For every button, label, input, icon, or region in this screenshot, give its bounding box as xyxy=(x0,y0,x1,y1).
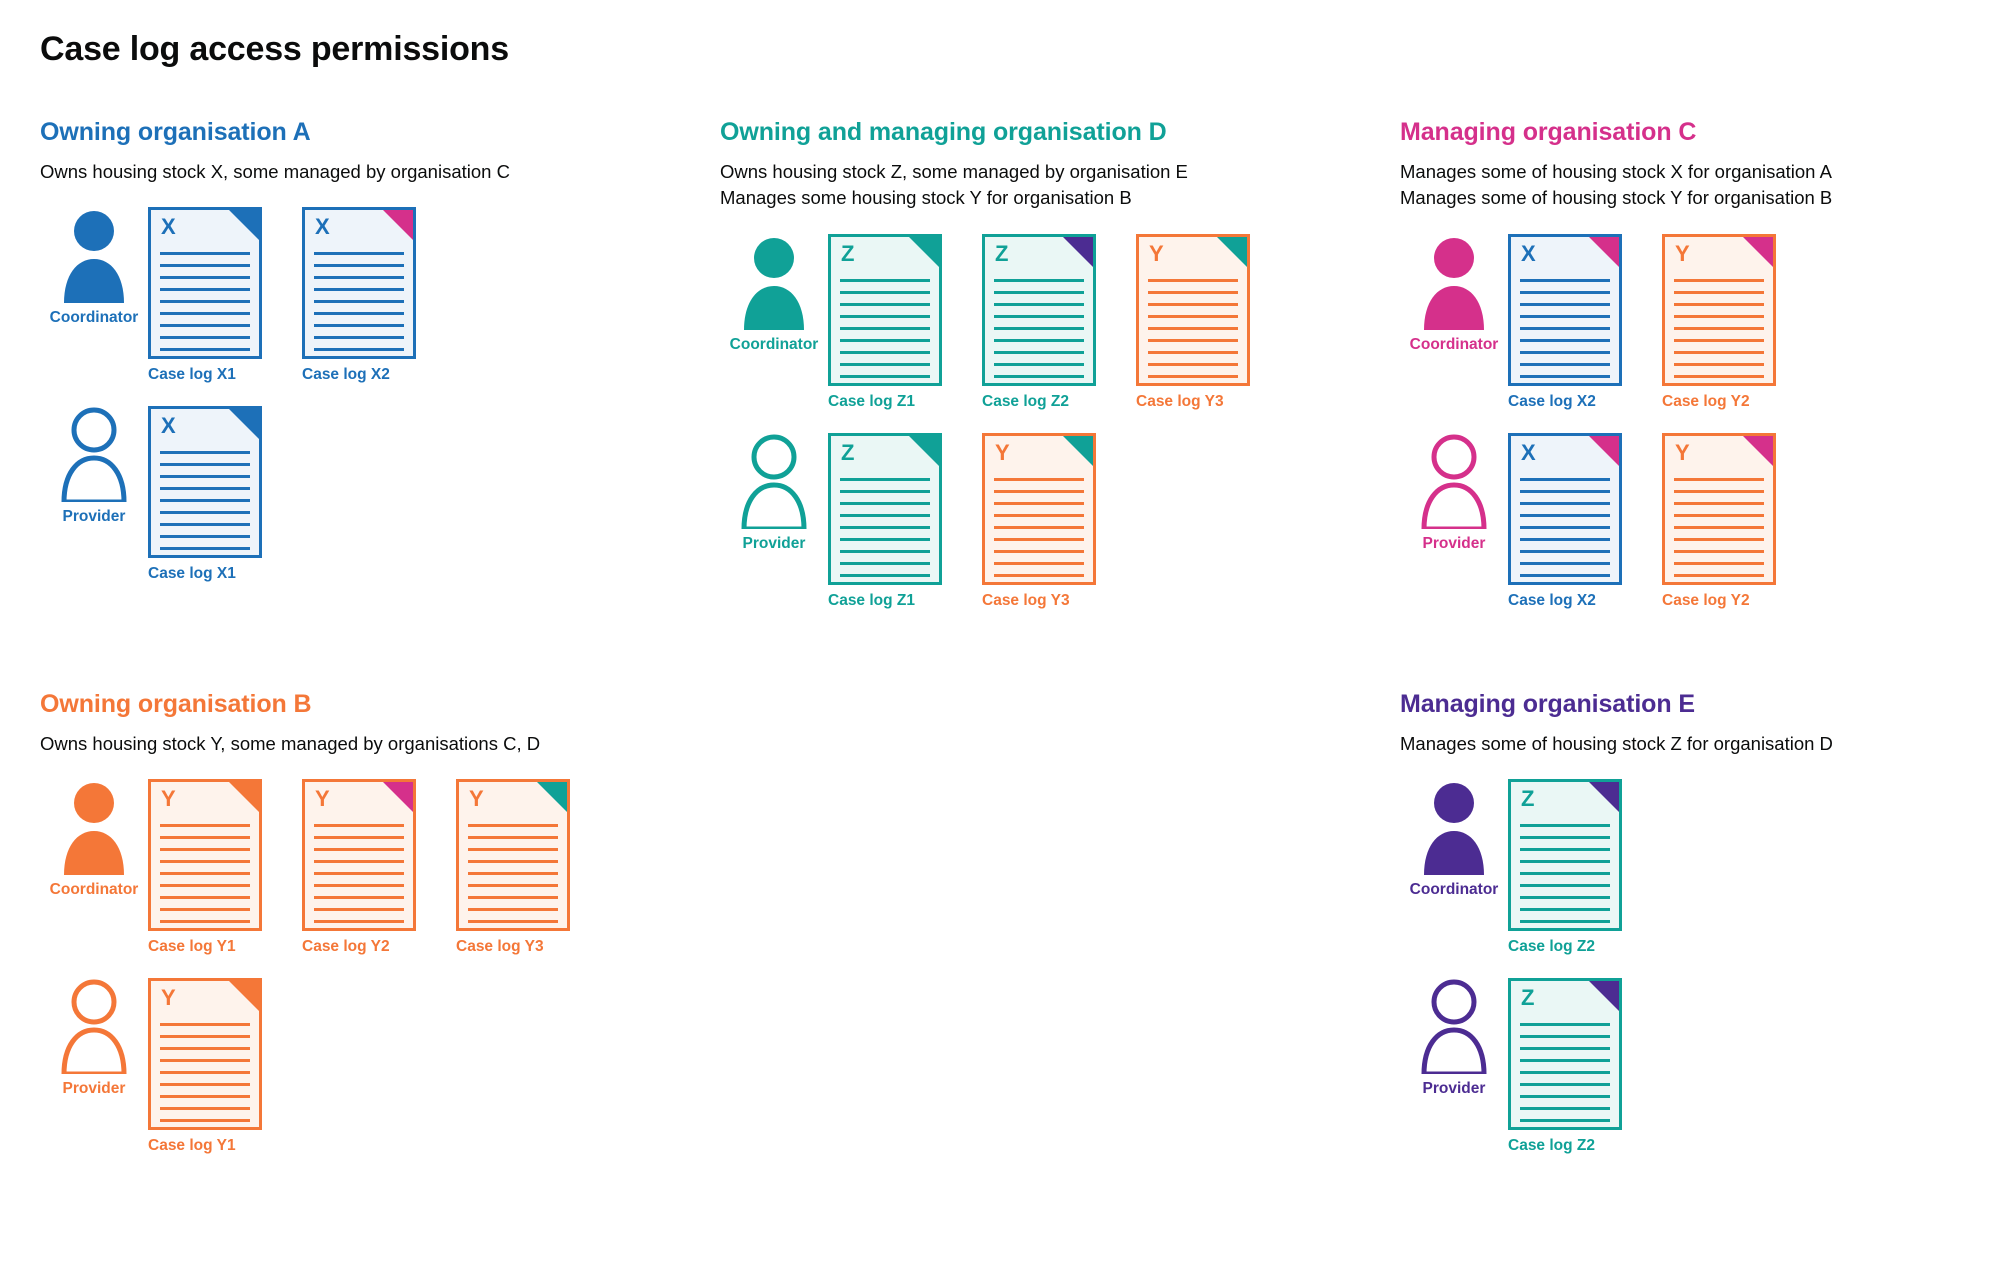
document-stock-letter: X xyxy=(161,413,176,439)
role-label: Provider xyxy=(742,534,806,552)
section-roles xyxy=(1400,779,2000,1155)
role-label: Coordinator xyxy=(729,335,819,353)
document-text-lines xyxy=(160,451,250,558)
document-stock-letter: Y xyxy=(1675,439,1690,465)
document-text-lines xyxy=(468,824,558,931)
document-icon xyxy=(1136,234,1250,386)
document-icon xyxy=(982,433,1096,585)
case-log-document xyxy=(982,433,1122,610)
person-icon xyxy=(61,207,127,303)
person-icon xyxy=(1421,978,1487,1074)
section-roles xyxy=(40,207,720,583)
role-label: Coordinator xyxy=(1409,880,1499,898)
case-log-list xyxy=(1508,433,1816,610)
person-icon xyxy=(61,406,127,502)
case-log-label: Case log X1 xyxy=(148,565,236,583)
document-text-lines xyxy=(314,252,404,359)
document-corner-fold-icon xyxy=(229,782,259,812)
document-icon xyxy=(148,207,262,359)
section-description-line: Owns housing stock Z, some managed by organisation E xyxy=(720,161,1188,182)
document-icon xyxy=(1508,234,1622,386)
document-corner-fold-icon xyxy=(229,981,259,1011)
role-provider xyxy=(1400,978,1508,1098)
document-icon xyxy=(1662,433,1776,585)
case-log-label: Case log Y1 xyxy=(148,1136,236,1154)
section-roles xyxy=(720,234,1400,610)
document-corner-fold-icon xyxy=(909,237,939,267)
role-provider xyxy=(40,406,148,526)
section-column-4 xyxy=(40,690,720,1177)
case-log-document xyxy=(1136,234,1276,411)
document-stock-letter: Y xyxy=(161,785,176,811)
case-log-label: Case log Y3 xyxy=(1136,392,1224,410)
case-log-label: Case log X2 xyxy=(1508,392,1596,410)
document-corner-fold-icon xyxy=(1743,436,1773,466)
section-title: Owning organisation B xyxy=(40,689,312,718)
document-icon xyxy=(1662,234,1776,386)
case-log-list xyxy=(148,207,456,384)
case-log-document xyxy=(148,779,288,956)
role-label: Provider xyxy=(62,1079,126,1097)
document-corner-fold-icon xyxy=(1589,237,1619,267)
document-icon xyxy=(456,779,570,931)
person-icon xyxy=(1421,433,1487,529)
role-row xyxy=(1400,433,2000,610)
document-icon xyxy=(828,433,942,585)
document-stock-letter: X xyxy=(161,214,176,240)
role-label: Provider xyxy=(1422,534,1486,552)
case-log-document xyxy=(982,234,1122,411)
role-row xyxy=(720,433,1400,610)
document-corner-fold-icon xyxy=(1589,436,1619,466)
document-stock-letter: X xyxy=(1521,439,1536,465)
document-text-lines xyxy=(160,824,250,931)
case-log-label: Case log X2 xyxy=(302,366,390,384)
section-column-2 xyxy=(720,118,1400,632)
role-label: Provider xyxy=(1422,1079,1486,1097)
document-corner-fold-icon xyxy=(1217,237,1247,267)
section-title: Managing organisation E xyxy=(1400,689,1695,718)
case-log-list xyxy=(148,978,302,1155)
document-stock-letter: X xyxy=(315,214,330,240)
sections-grid xyxy=(40,118,1970,1177)
section-description-line: Manages some of housing stock X for organisation A xyxy=(1400,161,1832,182)
person-icon xyxy=(741,433,807,529)
role-label: Provider xyxy=(62,508,126,526)
person-icon xyxy=(1421,234,1487,330)
case-log-label: Case log Z2 xyxy=(1508,937,1595,955)
document-text-lines xyxy=(1520,1023,1610,1130)
section-description-line: Manages some of housing stock Z for organisation D xyxy=(1400,732,1833,754)
document-text-lines xyxy=(1674,478,1764,585)
document-icon xyxy=(828,234,942,386)
document-icon xyxy=(148,978,262,1130)
section-title: Managing organisation C xyxy=(1400,118,1697,146)
case-log-list xyxy=(828,234,1290,411)
page-title: Case log access permissions xyxy=(40,30,509,68)
document-text-lines xyxy=(160,252,250,359)
case-log-list xyxy=(1508,234,1816,411)
role-label: Coordinator xyxy=(49,309,139,327)
document-icon xyxy=(302,779,416,931)
case-log-label: Case log Y2 xyxy=(1662,392,1750,410)
document-text-lines xyxy=(1520,478,1610,585)
document-stock-letter: Z xyxy=(841,240,855,266)
case-log-label: Case log X1 xyxy=(148,366,236,384)
role-row xyxy=(1400,978,2000,1155)
document-text-lines xyxy=(840,279,930,386)
document-stock-letter: Y xyxy=(161,984,176,1010)
document-corner-fold-icon xyxy=(383,782,413,812)
document-corner-fold-icon xyxy=(229,409,259,439)
case-log-list xyxy=(148,406,302,583)
case-log-label: Case log Z2 xyxy=(982,392,1069,410)
case-log-label: Case log Y3 xyxy=(982,591,1070,609)
document-corner-fold-icon xyxy=(1743,237,1773,267)
document-text-lines xyxy=(994,478,1084,585)
document-corner-fold-icon xyxy=(1589,782,1619,812)
document-icon xyxy=(302,207,416,359)
section-column-1 xyxy=(40,118,720,605)
section-column-3 xyxy=(1400,118,2000,632)
case-log-label: Case log Y2 xyxy=(1662,591,1750,609)
role-coordinator xyxy=(40,207,148,327)
document-text-lines xyxy=(840,478,930,585)
case-log-document xyxy=(828,433,968,610)
case-log-document xyxy=(1508,433,1648,610)
role-coordinator xyxy=(1400,779,1508,899)
document-corner-fold-icon xyxy=(229,210,259,240)
document-text-lines xyxy=(1520,279,1610,386)
role-label: Coordinator xyxy=(1409,335,1499,353)
document-corner-fold-icon xyxy=(909,436,939,466)
section-description-line: Owns housing stock Y, some managed by organisations C, D xyxy=(40,732,541,754)
document-text-lines xyxy=(160,1023,250,1130)
document-stock-letter: Z xyxy=(1521,984,1535,1010)
section-description xyxy=(1400,731,2000,757)
document-corner-fold-icon xyxy=(1063,436,1093,466)
case-log-document xyxy=(1662,433,1802,610)
document-stock-letter: X xyxy=(1521,240,1536,266)
role-row xyxy=(40,779,720,956)
document-stock-letter: Y xyxy=(1675,240,1690,266)
sections-row-top xyxy=(40,118,1970,632)
section-roles xyxy=(40,779,720,1155)
document-icon xyxy=(1508,433,1622,585)
section-description-line: Manages some housing stock Y for organisation B xyxy=(720,187,1132,209)
case-log-document xyxy=(1508,978,1648,1155)
section-description xyxy=(40,731,720,757)
case-log-label: Case log X2 xyxy=(1508,591,1596,609)
document-text-lines xyxy=(994,279,1084,386)
document-stock-letter: Y xyxy=(469,785,484,811)
case-log-list xyxy=(148,779,610,956)
case-log-list xyxy=(1508,978,1662,1155)
document-text-lines xyxy=(1148,279,1238,386)
case-log-document xyxy=(1508,779,1648,956)
role-row xyxy=(1400,234,2000,411)
document-icon xyxy=(1508,779,1622,931)
document-stock-letter: Y xyxy=(995,439,1010,465)
person-icon xyxy=(1421,779,1487,875)
case-log-document xyxy=(148,207,288,384)
role-coordinator xyxy=(1400,234,1508,354)
case-log-label: Case log Y1 xyxy=(148,937,236,955)
section-owning-and-managing-organisation-d xyxy=(720,118,1400,610)
section-owning-organisation-b xyxy=(40,690,720,1155)
role-provider xyxy=(1400,433,1508,553)
role-label: Coordinator xyxy=(49,880,139,898)
case-log-document xyxy=(828,234,968,411)
document-icon xyxy=(1508,978,1622,1130)
sections-row-bottom xyxy=(40,690,1970,1177)
section-managing-organisation-e xyxy=(1400,690,2000,1155)
section-description xyxy=(1400,159,2000,212)
document-text-lines xyxy=(1520,824,1610,931)
section-managing-organisation-c xyxy=(1400,118,2000,610)
section-description xyxy=(40,159,720,185)
person-icon xyxy=(61,779,127,875)
role-coordinator xyxy=(720,234,828,354)
document-text-lines xyxy=(1674,279,1764,386)
case-log-label: Case log Z2 xyxy=(1508,1136,1595,1154)
document-corner-fold-icon xyxy=(383,210,413,240)
document-corner-fold-icon xyxy=(537,782,567,812)
case-log-document xyxy=(456,779,596,956)
case-log-document xyxy=(148,978,288,1155)
document-stock-letter: Z xyxy=(1521,785,1535,811)
role-row xyxy=(720,234,1400,411)
role-row xyxy=(1400,779,2000,956)
role-row xyxy=(40,406,720,583)
case-log-label: Case log Z1 xyxy=(828,591,915,609)
document-stock-letter: Z xyxy=(995,240,1009,266)
row-spacer xyxy=(40,632,1970,690)
person-icon xyxy=(741,234,807,330)
case-log-label: Case log Z1 xyxy=(828,392,915,410)
section-title: Owning organisation A xyxy=(40,118,311,146)
case-log-list xyxy=(828,433,1136,610)
document-corner-fold-icon xyxy=(1589,981,1619,1011)
case-log-document xyxy=(302,207,442,384)
case-log-document xyxy=(1508,234,1648,411)
role-row xyxy=(40,207,720,384)
section-title: Owning and managing organisation D xyxy=(720,118,1167,146)
document-text-lines xyxy=(314,824,404,931)
case-log-document xyxy=(1662,234,1802,411)
role-provider xyxy=(720,433,828,553)
person-icon xyxy=(61,978,127,1074)
role-provider xyxy=(40,978,148,1098)
section-column-5 xyxy=(1400,690,2000,1177)
section-description xyxy=(720,159,1400,212)
case-log-list xyxy=(1508,779,1662,956)
section-roles xyxy=(1400,234,2000,610)
document-stock-letter: Y xyxy=(315,785,330,811)
document-icon xyxy=(148,406,262,558)
case-log-document xyxy=(148,406,288,583)
section-description-line: Owns housing stock X, some managed by organisation C xyxy=(40,161,510,182)
case-log-document xyxy=(302,779,442,956)
section-owning-organisation-a xyxy=(40,118,720,583)
document-corner-fold-icon xyxy=(1063,237,1093,267)
role-row xyxy=(40,978,720,1155)
role-coordinator xyxy=(40,779,148,899)
case-log-label: Case log Y2 xyxy=(302,937,390,955)
case-log-label: Case log Y3 xyxy=(456,937,544,955)
section-description-line: Manages some of housing stock Y for organisation B xyxy=(1400,187,1833,209)
document-stock-letter: Z xyxy=(841,439,855,465)
document-stock-letter: Y xyxy=(1149,240,1164,266)
document-icon xyxy=(148,779,262,931)
document-icon xyxy=(982,234,1096,386)
